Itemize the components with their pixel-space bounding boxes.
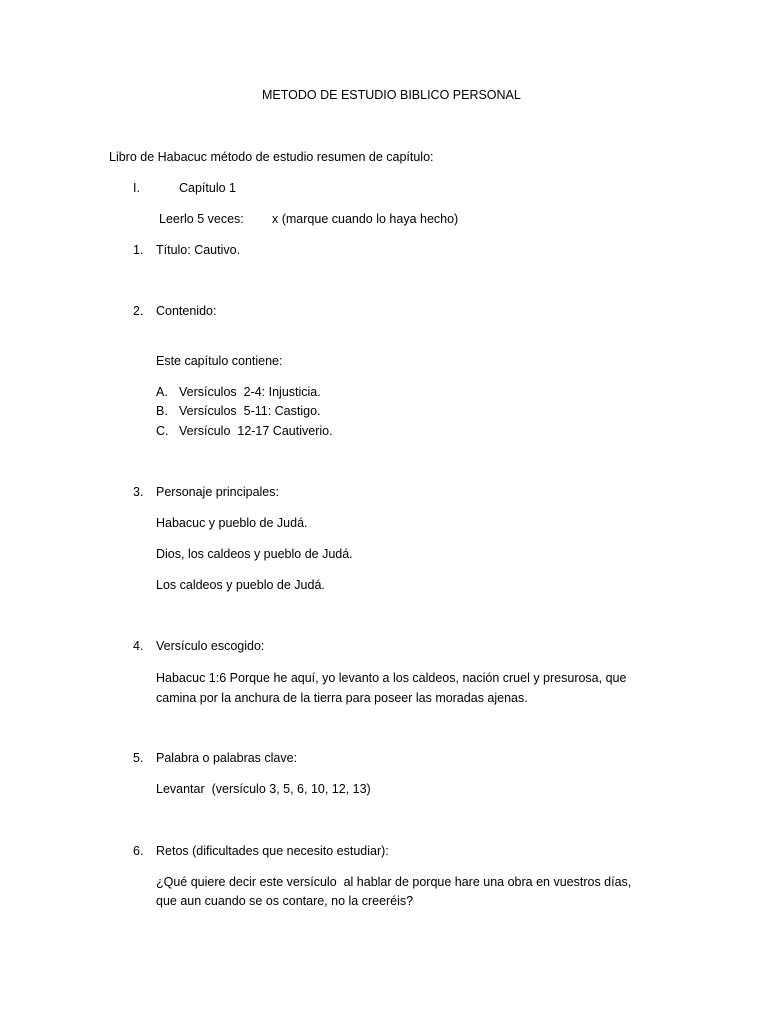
- list-item-letter: C.: [156, 424, 169, 438]
- list-item-text: Versículos 2-4: Injusticia.: [179, 385, 321, 399]
- intro-line: Libro de Habacuc método de estudio resumen de capítulo:: [109, 150, 434, 164]
- verse-line: camina por la anchura de la tierra para poseer las moradas ajenas.: [156, 691, 528, 705]
- section-number: 2.: [133, 304, 144, 318]
- section-number: 5.: [133, 751, 144, 765]
- content-lead: Este capítulo contiene:: [156, 354, 283, 368]
- section-number: 3.: [133, 485, 144, 499]
- list-item-text: Versículos 5-11: Castigo.: [179, 404, 321, 418]
- section-number: 4.: [133, 639, 144, 653]
- section-heading: Versículo escogido:: [156, 639, 265, 653]
- chapter-label: Capítulo 1: [179, 181, 236, 195]
- list-item-text: Versículo 12-17 Cautiverio.: [179, 424, 333, 438]
- verse-line: Habacuc 1:6 Porque he aquí, yo levanto a los caldeos, nación cruel y presurosa, que: [156, 671, 627, 685]
- chapter-numeral: I.: [133, 181, 140, 195]
- read-mark: x (marque cuando lo haya hecho): [272, 212, 459, 226]
- list-item-letter: A.: [156, 385, 168, 399]
- document-title: METODO DE ESTUDIO BIBLICO PERSONAL: [262, 88, 521, 102]
- challenge-line: que aun cuando se os contare, no la creeréis?: [156, 894, 414, 908]
- section-number: 6.: [133, 844, 144, 858]
- challenge-line: ¿Qué quiere decir este versículo al hablar de porque hare una obra en vuestros días,: [156, 875, 632, 889]
- character-line: Los caldeos y pueblo de Judá.: [156, 578, 325, 592]
- section-heading: Contenido:: [156, 304, 217, 318]
- section-heading: Personaje principales:: [156, 485, 279, 499]
- section-heading: Retos (dificultades que necesito estudiar):: [156, 844, 389, 858]
- section-number: 1.: [133, 243, 144, 257]
- read-label: Leerlo 5 veces:: [159, 212, 244, 226]
- section-heading: Título: Cautivo.: [156, 243, 241, 257]
- list-item-letter: B.: [156, 404, 168, 418]
- character-line: Dios, los caldeos y pueblo de Judá.: [156, 547, 353, 561]
- character-line: Habacuc y pueblo de Judá.: [156, 516, 308, 530]
- section-heading: Palabra o palabras clave:: [156, 751, 298, 765]
- keywords-line: Levantar (versículo 3, 5, 6, 10, 12, 13): [156, 782, 371, 796]
